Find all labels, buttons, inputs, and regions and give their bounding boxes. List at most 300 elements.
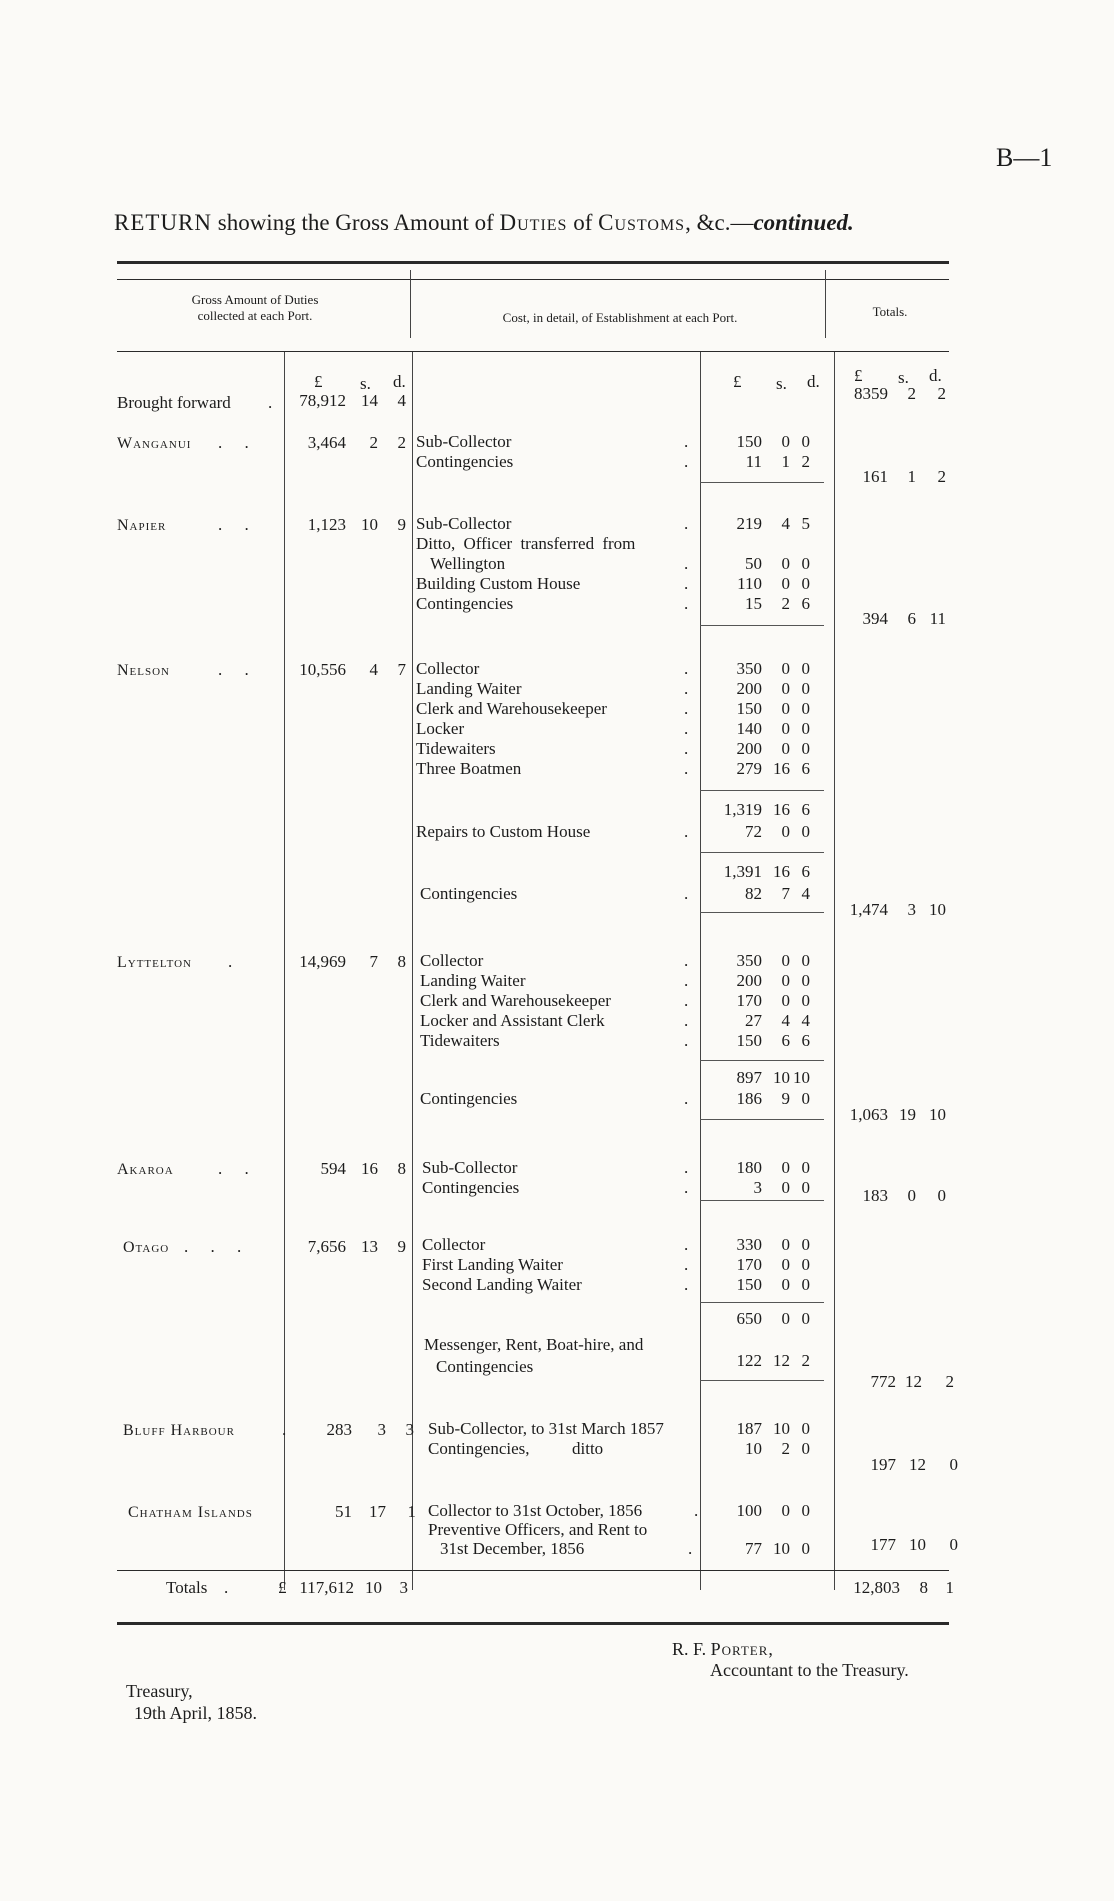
signature-initials: R. F. bbox=[672, 1639, 711, 1659]
port-dots: . bbox=[282, 1420, 287, 1439]
item-row bbox=[416, 1501, 826, 1521]
totals-top-rule bbox=[117, 1570, 949, 1571]
item-shillings: 12 bbox=[773, 1351, 790, 1370]
item-pence: 0 bbox=[801, 432, 810, 451]
item-text: Tidewaiters bbox=[416, 739, 496, 758]
subtotal-rule bbox=[700, 1200, 824, 1201]
item-shillings: 1 bbox=[781, 452, 790, 471]
item-shillings: 0 bbox=[781, 739, 790, 758]
item-dot: . bbox=[684, 1089, 689, 1108]
port-total-pounds: 1,474 bbox=[849, 900, 888, 919]
port-duty-pence: 9 bbox=[397, 1237, 406, 1256]
item-text: Contingencies bbox=[420, 884, 518, 903]
title-continued: continued. bbox=[753, 210, 854, 235]
item-dot: . bbox=[684, 699, 689, 718]
port-duty-pence: 3 bbox=[405, 1420, 414, 1439]
totals-dot: . bbox=[224, 1578, 229, 1597]
port-duty-shillings: 17 bbox=[369, 1502, 386, 1521]
item-shillings: 0 bbox=[781, 659, 790, 678]
item-dot: . bbox=[684, 1255, 689, 1274]
item-pence: 0 bbox=[801, 1178, 810, 1197]
item-shillings: 6 bbox=[781, 1031, 790, 1050]
brought-forward-duty-pounds: 78,912 bbox=[299, 391, 346, 410]
duty-shilling-header: s. bbox=[360, 374, 371, 393]
item-pence: 2 bbox=[801, 1351, 810, 1370]
item-pounds: 140 bbox=[736, 719, 762, 738]
item-shillings: 7 bbox=[781, 884, 790, 903]
item-pounds: 27 bbox=[745, 1011, 762, 1030]
title-text-a: showing the Gross Amount of bbox=[212, 210, 500, 235]
item-shillings: 0 bbox=[781, 1275, 790, 1294]
item-row bbox=[416, 574, 826, 594]
item-text: Collector bbox=[420, 951, 484, 970]
item-shillings: 4 bbox=[781, 514, 790, 533]
brought-forward-total-pounds: 8359 bbox=[854, 384, 888, 403]
item-dot: . bbox=[684, 1031, 689, 1050]
item-row bbox=[416, 699, 826, 719]
brought-forward-duty-shillings: 14 bbox=[361, 391, 378, 410]
bottom-rule-thick bbox=[117, 1622, 949, 1625]
subtotal-rule bbox=[700, 1119, 824, 1120]
port-total-shillings: 12 bbox=[905, 1372, 922, 1391]
totals-currency: £ bbox=[278, 1578, 287, 1597]
port-total-shillings: 3 bbox=[907, 900, 916, 919]
item-row bbox=[416, 514, 826, 534]
port-duty-shillings: 13 bbox=[361, 1237, 378, 1256]
port-duty-shillings: 3 bbox=[377, 1420, 386, 1439]
port-total-pence: 10 bbox=[929, 900, 946, 919]
port-dots: . . bbox=[218, 515, 249, 534]
item-pounds: 219 bbox=[736, 514, 762, 533]
port-total-pounds: 394 bbox=[862, 609, 888, 628]
port-duty-pence: 8 bbox=[397, 1159, 406, 1178]
item-row bbox=[416, 971, 826, 991]
item-text: Sub-Collector, to 31st March 1857 bbox=[428, 1419, 664, 1438]
item-shillings: 0 bbox=[781, 1178, 790, 1197]
item-row bbox=[416, 862, 826, 882]
item-shillings: 0 bbox=[781, 1235, 790, 1254]
port-name: Chatham Islands bbox=[128, 1504, 253, 1521]
item-row bbox=[416, 1351, 826, 1377]
item-text: Repairs to Custom House bbox=[416, 822, 591, 841]
column-rule-1 bbox=[410, 270, 411, 338]
item-shillings: 2 bbox=[781, 594, 790, 613]
total-shilling-header: s. bbox=[898, 368, 909, 387]
subtotal-rule bbox=[700, 790, 824, 791]
port-total-pounds: 1,063 bbox=[849, 1105, 888, 1124]
item-pence: 6 bbox=[801, 1031, 810, 1050]
port-name: Lyttelton bbox=[117, 954, 192, 971]
port-total-pence: 0 bbox=[949, 1455, 958, 1474]
item-row bbox=[416, 534, 826, 554]
item-text: Collector bbox=[416, 659, 480, 678]
item-pounds: 170 bbox=[736, 1255, 762, 1274]
item-pounds: 72 bbox=[745, 822, 762, 841]
item-row bbox=[416, 432, 826, 452]
totals-duty-pence: 3 bbox=[399, 1578, 408, 1597]
item-row bbox=[416, 1335, 826, 1355]
item-row bbox=[416, 759, 826, 779]
item-row bbox=[416, 1520, 826, 1540]
item-row bbox=[416, 1419, 826, 1439]
port-dots: . . bbox=[218, 433, 249, 452]
item-pence: 5 bbox=[801, 514, 810, 533]
header-gross-line1: Gross Amount of Duties bbox=[191, 292, 319, 307]
item-pound-header: £ bbox=[733, 372, 742, 391]
item-dot: . bbox=[684, 1178, 689, 1197]
item-text: Building Custom House bbox=[416, 574, 581, 593]
item-dot: . bbox=[684, 679, 689, 698]
port-duty-pounds: 10,556 bbox=[299, 660, 346, 679]
item-pounds: 150 bbox=[736, 699, 762, 718]
item-shillings: 0 bbox=[781, 574, 790, 593]
item-pounds: 150 bbox=[736, 1031, 762, 1050]
item-row bbox=[416, 452, 826, 472]
port-duty-pounds: 7,656 bbox=[307, 1237, 346, 1256]
item-row bbox=[416, 822, 826, 842]
item-pounds: 82 bbox=[745, 884, 762, 903]
item-dot: . bbox=[684, 514, 689, 533]
item-dot: . bbox=[684, 719, 689, 738]
port-duty-pence: 1 bbox=[407, 1502, 416, 1521]
signature-comma: , bbox=[768, 1639, 773, 1659]
item-pounds: 77 bbox=[745, 1539, 762, 1558]
item-pence: 6 bbox=[801, 862, 810, 881]
item-dot: . bbox=[688, 1539, 693, 1558]
item-row bbox=[416, 1275, 826, 1295]
subtotal-rule bbox=[700, 1302, 824, 1303]
item-pounds: 350 bbox=[736, 951, 762, 970]
item-pence: 4 bbox=[801, 1011, 810, 1030]
item-text: Sub-Collector bbox=[416, 514, 512, 533]
item-shillings: 10 bbox=[773, 1539, 790, 1558]
port-dots: . . bbox=[218, 660, 249, 679]
item-row bbox=[416, 1255, 826, 1275]
signature-surname: Porter bbox=[710, 1639, 769, 1659]
item-pounds: 3 bbox=[753, 1178, 762, 1197]
subtotal-rule bbox=[700, 1380, 824, 1381]
header-rule bbox=[117, 351, 949, 352]
item-shillings: 16 bbox=[773, 800, 790, 819]
port-duty-pence: 9 bbox=[397, 515, 406, 534]
port-duty-pence: 7 bbox=[397, 660, 406, 679]
item-text: Contingencies bbox=[416, 594, 514, 613]
item-text: Preventive Officers, and Rent to bbox=[428, 1520, 648, 1539]
item-pence: 0 bbox=[801, 1158, 810, 1177]
item-shillings: 0 bbox=[781, 699, 790, 718]
item-shillings: 0 bbox=[781, 719, 790, 738]
totals-grand-shillings: 8 bbox=[919, 1578, 928, 1597]
item-row bbox=[416, 679, 826, 699]
item-pounds: 170 bbox=[736, 991, 762, 1010]
title-return: RETURN bbox=[114, 210, 212, 235]
port-total-pence: 2 bbox=[945, 1372, 954, 1391]
port-duty-shillings: 2 bbox=[369, 433, 378, 452]
item-shillings: 4 bbox=[781, 1011, 790, 1030]
total-pound-header: £ bbox=[854, 366, 863, 385]
item-text: Landing Waiter bbox=[416, 679, 522, 698]
item-pence: 0 bbox=[801, 679, 810, 698]
item-text: Tidewaiters bbox=[420, 1031, 500, 1050]
item-pence: 0 bbox=[801, 991, 810, 1010]
item-dot: . bbox=[684, 1275, 689, 1294]
port-total-shillings: 1 bbox=[907, 467, 916, 486]
item-pence: 0 bbox=[801, 1275, 810, 1294]
item-row bbox=[416, 1235, 826, 1255]
title-text-b: of bbox=[567, 210, 599, 235]
totals-label: Totals bbox=[166, 1578, 208, 1597]
port-dots: . . bbox=[218, 1159, 249, 1178]
totals-duty-shillings: 10 bbox=[365, 1578, 382, 1597]
port-name: Akaroa bbox=[117, 1161, 174, 1178]
duty-pence-header: d. bbox=[393, 372, 406, 391]
item-dot: . bbox=[684, 822, 689, 841]
item-text: Wellington bbox=[430, 554, 506, 573]
header-gross-amount bbox=[140, 292, 370, 324]
item-shilling-header: s. bbox=[776, 374, 787, 393]
item-pence: 0 bbox=[801, 1539, 810, 1558]
item-pence: 2 bbox=[801, 452, 810, 471]
item-text: Ditto, Officer transferred from bbox=[416, 534, 636, 553]
item-text: Contingencies, ditto bbox=[428, 1439, 604, 1458]
top-rule-thick bbox=[117, 261, 949, 264]
port-duty-shillings: 4 bbox=[369, 660, 378, 679]
port-name: Otago bbox=[123, 1239, 170, 1256]
item-shillings: 0 bbox=[781, 971, 790, 990]
item-text: Collector bbox=[422, 1235, 486, 1254]
item-pence: 0 bbox=[801, 951, 810, 970]
port-duty-pounds: 51 bbox=[335, 1502, 352, 1521]
port-dots: . . . bbox=[184, 1237, 242, 1256]
header-gross-line2: collected at each Port. bbox=[197, 308, 313, 323]
item-shillings: 0 bbox=[781, 432, 790, 451]
item-pence: 0 bbox=[801, 699, 810, 718]
item-pence: 0 bbox=[801, 1235, 810, 1254]
item-text: Clerk and Warehousekeeper bbox=[420, 991, 611, 1010]
item-pence: 0 bbox=[801, 1309, 810, 1328]
port-name: Napier bbox=[117, 517, 167, 534]
item-row bbox=[416, 884, 826, 904]
item-pounds: 186 bbox=[736, 1089, 762, 1108]
port-duty-shillings: 7 bbox=[369, 952, 378, 971]
item-pence: 10 bbox=[793, 1068, 810, 1087]
item-row bbox=[416, 1031, 826, 1051]
port-duty-shillings: 16 bbox=[361, 1159, 378, 1178]
item-dot: . bbox=[684, 759, 689, 778]
item-shillings: 0 bbox=[781, 1501, 790, 1520]
column-rule-2 bbox=[825, 270, 826, 338]
item-dot: . bbox=[694, 1501, 699, 1520]
item-text: Second Landing Waiter bbox=[422, 1275, 582, 1294]
subtotal-rule bbox=[700, 1060, 824, 1061]
item-row bbox=[416, 1089, 826, 1109]
item-dot: . bbox=[684, 884, 689, 903]
item-pence: 0 bbox=[801, 574, 810, 593]
port-total-pounds: 772 bbox=[870, 1372, 896, 1391]
item-shillings: 0 bbox=[781, 991, 790, 1010]
item-pence: 6 bbox=[801, 800, 810, 819]
item-pounds: 200 bbox=[736, 739, 762, 758]
item-dot: . bbox=[684, 1158, 689, 1177]
item-pounds: 150 bbox=[736, 432, 762, 451]
item-text: Clerk and Warehousekeeper bbox=[416, 699, 607, 718]
total-pence-header: d. bbox=[929, 366, 942, 385]
port-duty-shillings: 10 bbox=[361, 515, 378, 534]
item-dot: . bbox=[684, 991, 689, 1010]
item-row bbox=[416, 951, 826, 971]
totals-duty-pounds: 117,612 bbox=[299, 1578, 354, 1597]
item-row bbox=[416, 1068, 826, 1088]
port-total-pence: 10 bbox=[929, 1105, 946, 1124]
item-row bbox=[416, 1178, 826, 1198]
port-total-pence: 2 bbox=[937, 467, 946, 486]
item-row bbox=[416, 1439, 826, 1459]
port-duty-pounds: 14,969 bbox=[299, 952, 346, 971]
port-total-pounds: 183 bbox=[862, 1186, 888, 1205]
item-pounds: 11 bbox=[745, 452, 762, 471]
title-customs: Customs bbox=[598, 210, 686, 235]
item-shillings: 9 bbox=[781, 1089, 790, 1108]
item-text: Contingencies bbox=[420, 1089, 518, 1108]
signature-role: Accountant to the Treasury. bbox=[710, 1660, 909, 1680]
item-text: Sub-Collector bbox=[416, 432, 512, 451]
totals-grand-pounds: 12,803 bbox=[853, 1578, 900, 1597]
item-row bbox=[416, 659, 826, 679]
duty-pound-header: £ bbox=[314, 372, 323, 391]
item-pounds: 110 bbox=[737, 574, 762, 593]
item-pounds: 187 bbox=[736, 1419, 762, 1438]
item-pounds: 650 bbox=[736, 1309, 762, 1328]
port-total-shillings: 19 bbox=[899, 1105, 916, 1124]
port-total-pounds: 177 bbox=[870, 1535, 896, 1554]
item-dot: . bbox=[684, 951, 689, 970]
item-pence: 6 bbox=[801, 594, 810, 613]
brought-forward-total-pence: 2 bbox=[937, 384, 946, 403]
item-text: Sub-Collector bbox=[422, 1158, 518, 1177]
item-pounds: 200 bbox=[736, 971, 762, 990]
port-total-pence: 0 bbox=[949, 1535, 958, 1554]
item-pounds: 1,319 bbox=[723, 800, 762, 819]
port-name: Bluff Harbour bbox=[123, 1422, 235, 1439]
item-pence: 0 bbox=[801, 1501, 810, 1520]
item-dot: . bbox=[684, 432, 689, 451]
item-pounds: 150 bbox=[736, 1275, 762, 1294]
title-duties: Duties bbox=[499, 210, 568, 235]
item-pence: 0 bbox=[801, 719, 810, 738]
port-total-shillings: 6 bbox=[907, 609, 916, 628]
port-total-pounds: 161 bbox=[862, 467, 888, 486]
port-duty-pounds: 594 bbox=[320, 1159, 346, 1178]
item-shillings: 16 bbox=[773, 862, 790, 881]
item-text: Contingencies bbox=[436, 1357, 534, 1376]
item-pence: 0 bbox=[801, 554, 810, 573]
item-dot: . bbox=[684, 1011, 689, 1030]
item-row bbox=[416, 800, 826, 820]
item-shillings: 0 bbox=[781, 1309, 790, 1328]
signature-name bbox=[672, 1639, 773, 1660]
item-shillings: 0 bbox=[781, 554, 790, 573]
item-pence: 0 bbox=[801, 1439, 810, 1458]
totals-grand-pence: 1 bbox=[945, 1578, 954, 1597]
place-text: Treasury, bbox=[126, 1681, 193, 1701]
title-text-c: , &c.— bbox=[685, 210, 754, 235]
item-dot: . bbox=[684, 659, 689, 678]
item-dot: . bbox=[684, 554, 689, 573]
item-row bbox=[416, 594, 826, 614]
item-pence: 0 bbox=[801, 659, 810, 678]
item-row bbox=[416, 719, 826, 739]
item-pence: 0 bbox=[801, 739, 810, 758]
header-totals: Totals. bbox=[872, 304, 908, 319]
brought-forward-dot: . bbox=[268, 393, 273, 412]
subtotal-rule bbox=[700, 482, 824, 483]
item-dot: . bbox=[684, 739, 689, 758]
item-pence: 4 bbox=[801, 884, 810, 903]
item-shillings: 0 bbox=[781, 679, 790, 698]
item-pounds: 897 bbox=[736, 1068, 762, 1087]
port-duty-pounds: 3,464 bbox=[307, 433, 346, 452]
item-shillings: 0 bbox=[781, 822, 790, 841]
item-text: 31st December, 1856 bbox=[440, 1539, 585, 1558]
item-pence: 6 bbox=[801, 759, 810, 778]
item-row bbox=[416, 1539, 826, 1559]
page-reference: B—1 bbox=[996, 143, 1053, 172]
port-total-shillings: 0 bbox=[907, 1186, 916, 1205]
item-pence: 0 bbox=[801, 1089, 810, 1108]
port-duty-pence: 8 bbox=[397, 952, 406, 971]
port-total-pence: 11 bbox=[929, 609, 946, 628]
item-row bbox=[416, 991, 826, 1011]
item-dot: . bbox=[684, 1235, 689, 1254]
item-row bbox=[416, 739, 826, 759]
item-shillings: 0 bbox=[781, 1255, 790, 1274]
item-pounds: 180 bbox=[736, 1158, 762, 1177]
port-total-shillings: 12 bbox=[909, 1455, 926, 1474]
item-pence: 0 bbox=[801, 822, 810, 841]
port-total-pence: 0 bbox=[937, 1186, 946, 1205]
subtotal-rule bbox=[700, 625, 824, 626]
item-pence-header: d. bbox=[807, 372, 820, 391]
item-pounds: 330 bbox=[736, 1235, 762, 1254]
item-pounds: 350 bbox=[736, 659, 762, 678]
port-duty-pounds: 283 bbox=[326, 1420, 352, 1439]
item-dot: . bbox=[684, 594, 689, 613]
item-pounds: 122 bbox=[736, 1351, 762, 1370]
totals-rule bbox=[834, 352, 835, 1590]
item-pence: 0 bbox=[801, 971, 810, 990]
establishment-rule-left bbox=[412, 352, 413, 1590]
item-shillings: 2 bbox=[781, 1439, 790, 1458]
item-text: Locker bbox=[416, 719, 465, 738]
date-text: 19th April, 1858. bbox=[134, 1703, 258, 1723]
item-dot: . bbox=[684, 574, 689, 593]
item-pounds: 1,391 bbox=[723, 862, 762, 881]
port-duty-pence: 2 bbox=[397, 433, 406, 452]
item-dot: . bbox=[684, 452, 689, 471]
item-row bbox=[416, 554, 826, 574]
item-pounds: 100 bbox=[736, 1501, 762, 1520]
item-row bbox=[416, 1011, 826, 1031]
port-name: Nelson bbox=[117, 662, 170, 679]
header-cost-detail: Cost, in detail, of Establishment at each Port. bbox=[502, 310, 738, 325]
port-total-shillings: 10 bbox=[909, 1535, 926, 1554]
item-text: Three Boatmen bbox=[416, 759, 522, 778]
brought-forward-duty-pence: 4 bbox=[397, 391, 406, 410]
item-pounds: 279 bbox=[736, 759, 762, 778]
item-text: First Landing Waiter bbox=[422, 1255, 563, 1274]
subtotal-rule bbox=[700, 852, 824, 853]
item-text: Collector to 31st October, 1856 bbox=[428, 1501, 643, 1520]
